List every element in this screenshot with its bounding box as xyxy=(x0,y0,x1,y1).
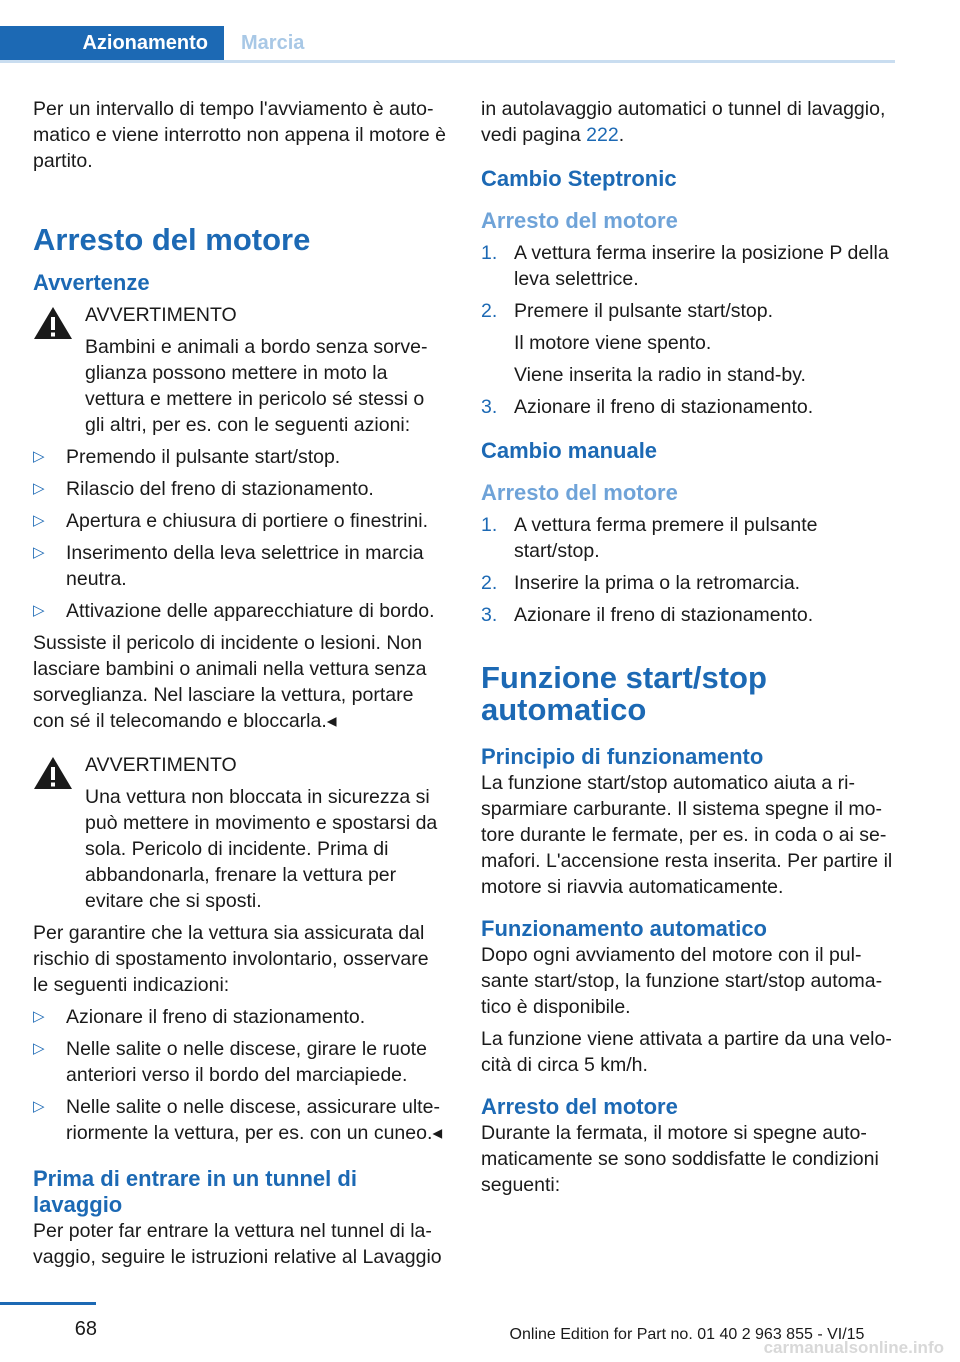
list-item: ▷ Nelle salite o nelle discese, assicurare ulteriormente la vettura, per es. con un cuneo.◂ xyxy=(33,1096,443,1144)
heading-funzionamento-automatico: Funzionamento automatico xyxy=(481,916,767,941)
list-item: 3. Azionare il freno di stazionamento. xyxy=(481,396,814,418)
warning-text: Bambini e animali a bordo senza sorveglianza possono mettere in moto la vettura e mettere in pericolo sé stessi o gli altri, per es. con le seguenti azioni: xyxy=(85,336,428,436)
continued-paragraph: in autolavaggio automatici o tunnel di lavaggio, vedi pagina 222. xyxy=(481,98,886,146)
heading-cambio-steptronic: Cambio Steptronic xyxy=(481,166,677,191)
list-item: ▷ Inserimento della leva selettrice in marcia neutra. xyxy=(33,542,424,590)
warning-triangle-icon xyxy=(33,306,73,340)
triangle-bullet-icon: ▷ xyxy=(33,448,45,465)
warning-block-2 xyxy=(33,752,448,914)
triangle-bullet-icon: ▷ xyxy=(33,480,45,497)
list-item: ▷ Apertura e chiusura di portiere o finestrini. xyxy=(33,510,429,532)
list-item: 2. Premere il pulsante start/stop. Il motore viene spento. Viene inserita la radio in stand-by. xyxy=(481,300,806,386)
tab-azionamento[interactable]: Azionamento xyxy=(0,26,224,60)
warning-consequence: Sussiste il pericolo di incidente o lesioni. Non lasciare bambini o animali nella vettura senza sorveglianza. Nel lasciare la vettura, portare con sé il telecomando e bloccarla.◂ xyxy=(33,632,427,732)
funz-auto-paragraph-2: La funzione viene attivata a partire da una velocità di circa 5 km/h. xyxy=(481,1028,892,1076)
funz-auto-paragraph-1: Dopo ogni avviamento del motore con il pulsante start/stop, la funzione start/stop automatico è disponibile. xyxy=(481,944,883,1018)
footer-divider xyxy=(0,1302,96,1305)
list-item: ▷ Rilascio del freno di stazionamento. xyxy=(33,478,374,500)
safety-list xyxy=(33,1004,448,1146)
triangle-bullet-icon: ▷ xyxy=(33,1008,45,1025)
list-item: 1. A vettura ferma inserire la posizione P della leva selettrice. xyxy=(481,242,889,290)
right-column xyxy=(481,96,896,1204)
triangle-bullet-icon: ▷ xyxy=(33,544,45,561)
section-title-arresto-motore: Arresto del motore xyxy=(33,222,311,257)
left-column xyxy=(33,96,448,1276)
warning-actions-list xyxy=(33,444,448,624)
warning-triangle-icon xyxy=(33,756,73,790)
triangle-bullet-icon: ▷ xyxy=(33,1098,45,1115)
watermark: carmanualsonline.info xyxy=(763,1338,944,1357)
header-divider xyxy=(0,60,895,63)
page-number: 68 xyxy=(74,1318,97,1340)
page-header xyxy=(0,26,895,62)
list-item: ▷ Azionare il freno di stazionamento. xyxy=(33,1006,366,1028)
heading-principio: Principio di funzionamento xyxy=(481,744,764,769)
warning-block-1 xyxy=(33,302,448,438)
arresto-paragraph: Durante la fermata, il motore si spegne automaticamente se sono soddisfatte le condizioni seguenti: xyxy=(481,1122,879,1196)
tunnel-paragraph: Per poter far entrare la vettura nel tunnel di lavaggio, seguire le istruzioni relative al Lavaggio xyxy=(33,1220,442,1268)
subheading-arresto-motore: Arresto del motore xyxy=(481,208,678,233)
principio-paragraph: La funzione start/stop automatico aiuta a risparmiare carburante. Il sistema spegne il motore durante le fermate, per es. in coda o ai semafori. L'accensione resta inserita. Per partire il motore si riavvia automaticamente. xyxy=(481,772,893,898)
list-item: ▷ Nelle salite o nelle discese, girare le ruote anteriori verso il bordo del marciapiede. xyxy=(33,1038,427,1086)
subheading-arresto-motore: Arresto del motore xyxy=(481,480,678,505)
list-item: 2. Inserire la prima o la retromarcia. xyxy=(481,572,801,594)
triangle-bullet-icon: ▷ xyxy=(33,512,45,529)
section-title-funzione-start-stop: Funzione start/stop automatico xyxy=(481,660,767,727)
warning-title: AVVERTIMENTO xyxy=(85,304,237,326)
list-item: ▷ Attivazione delle apparecchiature di bordo. xyxy=(33,600,435,622)
list-item: ▷ Premendo il pulsante start/stop. xyxy=(33,446,341,468)
heading-avvertenze: Avvertenze xyxy=(33,270,150,295)
list-item: 1. A vettura ferma premere il pulsante start/stop. xyxy=(481,514,818,562)
heading-cambio-manuale: Cambio manuale xyxy=(481,438,658,463)
list-item: 3. Azionare il freno di stazionamento. xyxy=(481,604,814,626)
warning-text: Una vettura non bloccata in sicurezza si può mettere in movimento e spostarsi da sola. Pericolo di incidente. Prima di abbandonarla, frenare la vettura per evitare che si sposti. xyxy=(85,786,438,912)
warning-instructions: Per garantire che la vettura sia assicurata dal rischio di spostamento involontario, osservare le seguenti indicazioni: xyxy=(33,922,429,996)
page-reference-link[interactable]: 222 xyxy=(586,124,619,146)
triangle-bullet-icon: ▷ xyxy=(33,1040,45,1057)
edition-info: Online Edition for Part no. 01 40 2 963 855 - VI/15 xyxy=(509,1326,865,1343)
tab-marcia[interactable]: Marcia xyxy=(241,32,305,54)
steptronic-steps xyxy=(481,240,896,420)
intro-paragraph: Per un intervallo di tempo l'avviamento è automatico e viene interrotto non appena il motore è partito. xyxy=(33,98,446,172)
triangle-bullet-icon: ▷ xyxy=(33,602,45,619)
manual-steps xyxy=(481,512,896,628)
heading-tunnel-lavaggio: Prima di entrare in un tunnel di lavaggio xyxy=(33,1166,357,1217)
warning-title: AVVERTIMENTO xyxy=(85,754,237,776)
heading-arresto-motore: Arresto del motore xyxy=(481,1094,678,1119)
